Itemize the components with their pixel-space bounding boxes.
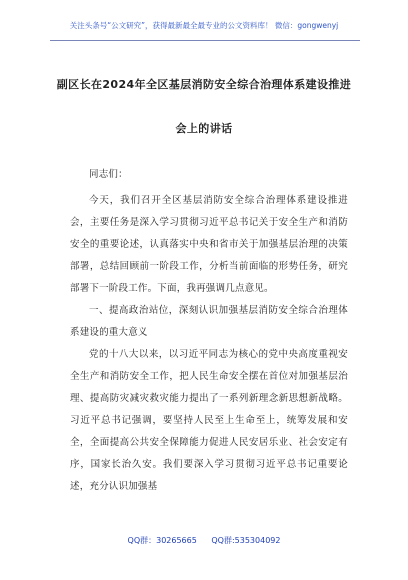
footer-qq-group-1: QQ群：30265665: [127, 536, 197, 545]
document-title-line-1: 副区长在2024年全区基层消防安全综合治理体系建设推进: [56, 78, 352, 91]
salutation: 同志们：: [89, 169, 128, 180]
document-body: [70, 164, 348, 498]
body-paragraph: 党的十八大以来，以习近平同志为核心的党中央高度重视安全生产和消防安全工作，把人民生命安全摆在首位对加强基层治理、提高防灾减灾救灾能力提出了一系列新理念新思想新战略。习近平总书记强调，要坚持人民至上生命至上，统筹发展和安全，全面提高公共安全保障能力促进人民安居乐业、社会安定有序，国家长治久安。我们要深入学习贯彻习近平总书记重要论述，充分认识加强基: [70, 349, 348, 492]
header-banner: 关注头条号“公文研究”，获得最新最全最专业的公文资料库！ 微信：gongwenyj: [69, 21, 339, 30]
body-paragraph: 今天，我们召开全区基层消防安全综合治理体系建设推进会，主要任务是深入学习贯彻习近平总书记关于安全生产和消防安全的重要论述，认真落实中央和省市关于加强基层治理的决策部署，总结回顾前一阶段工作，分析当前面临的形势任务，研究部署下一阶段工作。下面，我再强调几点意见。: [70, 195, 348, 294]
document-title-line-2: 会上的讲话: [175, 122, 233, 135]
section-heading: 一、提高政治站位，深刻认识加强基层消防安全综合治理体系建设的重大意义: [70, 305, 348, 338]
footer-qq-group-2: QQ群:535304092: [211, 536, 281, 545]
header-divider: [50, 40, 360, 41]
footer-contacts: [0, 535, 408, 546]
